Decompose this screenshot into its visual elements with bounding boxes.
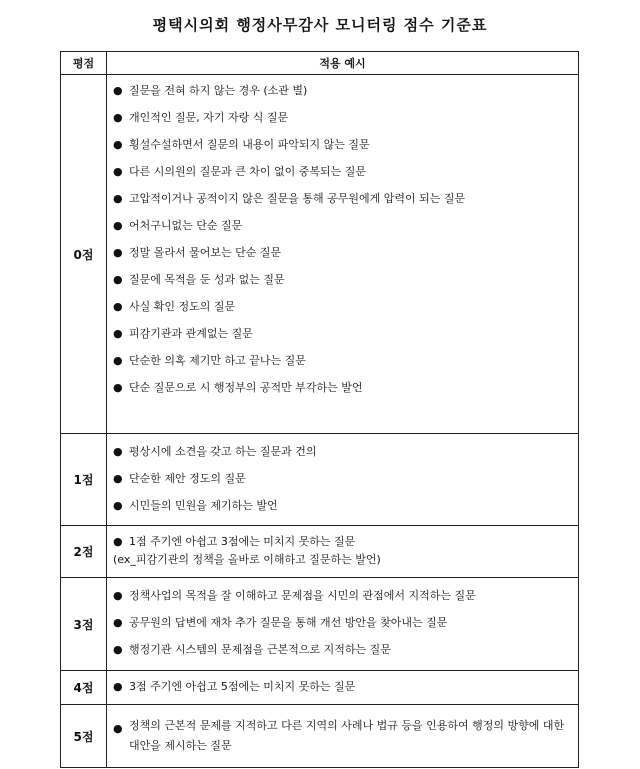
bullet-icon: ● (113, 84, 123, 97)
examples-cell (107, 75, 579, 434)
bullet-icon: ● (113, 273, 123, 286)
bullet-icon: ● (113, 643, 123, 656)
bullet-icon: ● (113, 111, 123, 124)
list-item: ● 정책사업의 목적을 잘 이해하고 문제점을 시민의 관점에서 지적하는 질문 (113, 589, 476, 602)
header-score: 평점 (61, 52, 107, 75)
bullet-icon: ● (113, 445, 123, 458)
score-cell: 0점 (61, 75, 107, 434)
bullet-icon: ● (113, 616, 123, 629)
bullet-icon: ● (113, 381, 123, 394)
bullet-icon: ● (113, 327, 123, 340)
bullet-icon: ● (113, 246, 123, 259)
note-text: (ex_피감기관의 정책을 올바로 이해하고 질문하는 발언) (113, 553, 381, 566)
list-item: ● 정책의 근본적 문제를 지적하고 다른 지역의 사례나 법규 등을 인용하여 행정의 방향에 대한 대안을 제시하는 질문 (113, 719, 565, 752)
score-cell: 2점 (61, 526, 107, 578)
list-item: ● 피감기관과 관계없는 질문 (113, 327, 253, 340)
bullet-icon: ● (113, 354, 123, 367)
score-cell: 1점 (61, 434, 107, 526)
list-item: ● 시민들의 민원을 제기하는 발언 (113, 499, 278, 512)
list-item: ● 1점 주기엔 아쉽고 3점에는 미치지 못하는 질문 (113, 535, 356, 548)
bullet-icon: ● (113, 589, 123, 602)
table-row (61, 75, 579, 434)
list-item: ● 질문에 목적을 둔 성과 없는 질문 (113, 273, 285, 286)
list-item: ● 개인적인 질문, 자기 자랑 식 질문 (113, 111, 289, 124)
examples-cell (107, 705, 579, 768)
list-item: ● 단순 질문으로 시 행정부의 공적만 부각하는 발언 (113, 381, 363, 394)
list-item: ● 어처구니없는 단순 질문 (113, 219, 243, 232)
bullet-icon: ● (113, 535, 123, 548)
bullet-icon: ● (113, 138, 123, 151)
table-row (61, 434, 579, 526)
examples-cell (107, 578, 579, 671)
list-item: ● 공무원의 답변에 재차 추가 질문을 통해 개선 방안을 찾아내는 질문 (113, 616, 448, 629)
score-criteria-table (60, 51, 579, 768)
list-item: ● 3점 주기엔 아쉽고 5점에는 미치지 못하는 질문 (113, 680, 356, 693)
page-title: 평택시의회 행정사무감사 모니터링 점수 기준표 (152, 16, 488, 34)
bullet-icon: ● (113, 300, 123, 313)
list-item: ● 평상시에 소견을 갖고 하는 질문과 건의 (113, 445, 317, 458)
list-item: ● 횡설수설하면서 질문의 내용이 파악되지 않는 질문 (113, 138, 370, 151)
bullet-icon: ● (113, 499, 123, 512)
bullet-icon: ● (113, 680, 123, 693)
list-item: ● 단순한 의혹 제기만 하고 끝나는 질문 (113, 354, 306, 367)
list-item: ● 사실 확인 정도의 질문 (113, 300, 236, 313)
header-examples: 적용 예시 (107, 52, 579, 75)
bullet-icon: ● (113, 722, 123, 735)
list-item: ● 질문을 전혀 하지 않는 경우 (소관 별) (113, 84, 308, 97)
table-row (61, 671, 579, 705)
score-cell: 3점 (61, 578, 107, 671)
table-row (61, 578, 579, 671)
examples-cell (107, 434, 579, 526)
bullet-icon: ● (113, 192, 123, 205)
examples-cell (107, 526, 579, 578)
table-row (61, 705, 579, 768)
list-item: ● 고압적이거나 공적이지 않은 질문을 통해 공무원에게 압력이 되는 질문 (113, 192, 466, 205)
table-row (61, 526, 579, 578)
score-cell: 5점 (61, 705, 107, 768)
list-item: ● 정말 몰라서 물어보는 단순 질문 (113, 246, 282, 259)
bullet-icon: ● (113, 472, 123, 485)
list-item: ● 행정기관 시스템의 문제점을 근본적으로 지적하는 질문 (113, 643, 391, 656)
bullet-icon: ● (113, 165, 123, 178)
score-cell: 4점 (61, 671, 107, 705)
list-item: ● 단순한 제안 정도의 질문 (113, 472, 246, 485)
examples-cell (107, 671, 579, 705)
list-item: ● 다른 시의원의 질문과 큰 차이 없이 중복되는 질문 (113, 165, 366, 178)
table-header-row (61, 52, 579, 75)
bullet-icon: ● (113, 219, 123, 232)
